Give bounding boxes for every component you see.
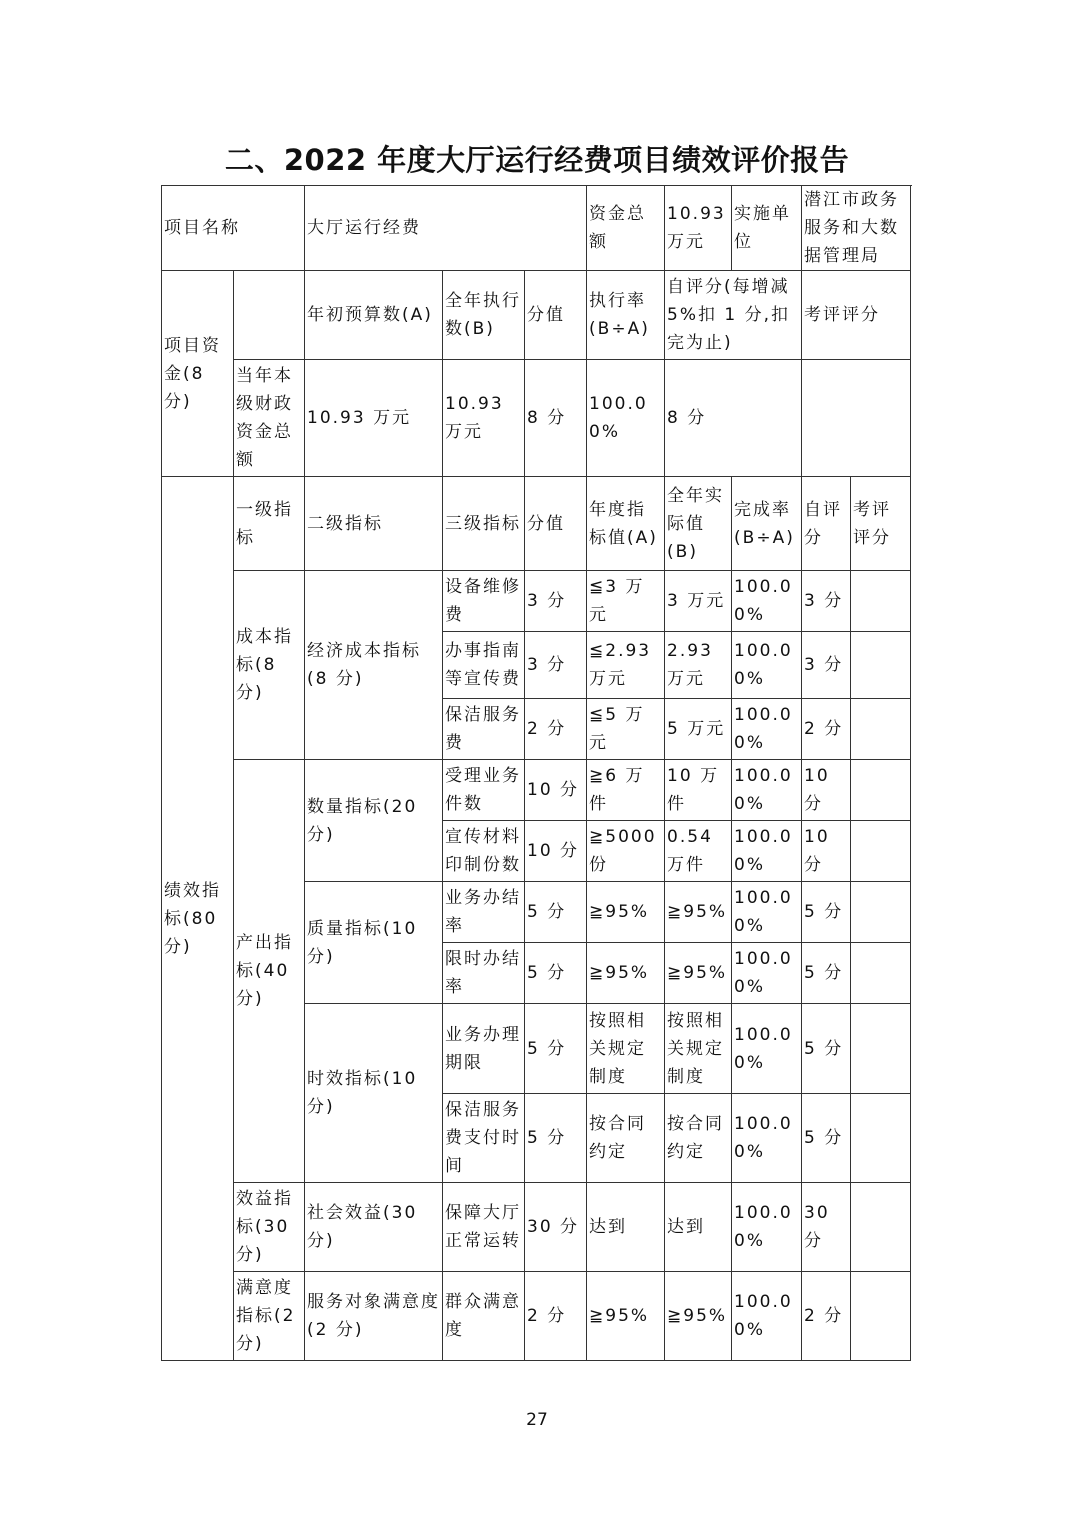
table-row	[162, 1183, 911, 1272]
indicator-review-score	[851, 1272, 911, 1361]
indicator-name: 业务办理期限	[443, 1004, 525, 1094]
indicator-review-score	[851, 632, 911, 699]
fund-total-value: 10.93 万元	[665, 186, 732, 271]
indicator-target: 按照相关规定制度	[587, 1004, 665, 1094]
indicator-name: 受理业务件数	[443, 760, 525, 821]
indicator-target: 按合同约定	[587, 1094, 665, 1183]
indicator-self-score: 5 分	[802, 1094, 851, 1183]
funds-review-score-header: 考评评分	[802, 271, 911, 360]
timeliness-subgroup-label: 时效指标(10 分)	[305, 1004, 443, 1183]
indicator-score: 5 分	[525, 882, 587, 943]
indicator-name: 限时办结率	[443, 943, 525, 1004]
perf-score-header: 分值	[525, 477, 587, 571]
indicator-rate: 100.00%	[732, 821, 802, 882]
indicator-review-score	[851, 1094, 911, 1183]
indicator-rate: 100.00%	[732, 1183, 802, 1272]
indicator-rate: 100.00%	[732, 1004, 802, 1094]
fund-total-label: 资金总额	[587, 186, 665, 271]
indicator-self-score: 2 分	[802, 1272, 851, 1361]
table-row	[162, 571, 911, 632]
indicator-actual: ≧95%	[665, 1272, 732, 1361]
level1-header: 一级指标	[234, 477, 305, 571]
indicator-score: 5 分	[525, 1004, 587, 1094]
indicator-actual: 达到	[665, 1183, 732, 1272]
indicator-actual: 2.93 万元	[665, 632, 732, 699]
exec-rate-header: 执行率(B÷A)	[587, 271, 665, 360]
indicator-self-score: 5 分	[802, 943, 851, 1004]
indicator-self-score: 10 分	[802, 821, 851, 882]
indicator-self-score: 30 分	[802, 1183, 851, 1272]
indicator-self-score: 3 分	[802, 632, 851, 699]
cost-group-label: 成本指标(8 分)	[234, 571, 305, 760]
indicator-score: 5 分	[525, 943, 587, 1004]
project-info-row	[162, 186, 911, 271]
indicator-name: 保障大厅正常运转	[443, 1183, 525, 1272]
perf-header-row	[162, 477, 911, 571]
exec-rate-value: 100.00%	[587, 360, 665, 477]
indicator-review-score	[851, 943, 911, 1004]
indicator-score: 3 分	[525, 571, 587, 632]
indicator-self-score: 2 分	[802, 699, 851, 760]
indicator-review-score	[851, 760, 911, 821]
page-title: 二、2022 年度大厅运行经费项目绩效评价报告	[224, 143, 850, 177]
indicator-rate: 100.00%	[732, 1272, 802, 1361]
satisfaction-group-label: 满意度指标(2 分)	[234, 1272, 305, 1361]
indicator-self-score: 3 分	[802, 571, 851, 632]
indicator-target: ≧6 万件	[587, 760, 665, 821]
quantity-subgroup-label: 数量指标(20 分)	[305, 760, 443, 882]
indicator-score: 2 分	[525, 1272, 587, 1361]
indicator-name: 设备维修费	[443, 571, 525, 632]
funds-value-row	[162, 360, 911, 477]
indicator-self-score: 5 分	[802, 882, 851, 943]
implementing-unit-label: 实施单位	[732, 186, 802, 271]
indicator-target: ≧95%	[587, 943, 665, 1004]
indicator-score: 10 分	[525, 760, 587, 821]
indicator-name: 宣传材料印制份数	[443, 821, 525, 882]
indicator-self-score: 10 分	[802, 760, 851, 821]
indicator-rate: 100.00%	[732, 571, 802, 632]
indicator-rate: 100.00%	[732, 760, 802, 821]
service-satisfaction-subgroup-label: 服务对象满意度(2 分)	[305, 1272, 443, 1361]
indicator-target: 达到	[587, 1183, 665, 1272]
indicator-name: 办事指南等宣传费	[443, 632, 525, 699]
funds-row-label: 当年本级财政资金总额	[234, 360, 305, 477]
budget-header: 年初预算数(A)	[305, 271, 443, 360]
funds-blank-cell	[234, 271, 305, 360]
indicator-review-score	[851, 699, 911, 760]
executed-header: 全年执行数(B)	[443, 271, 525, 360]
indicator-score: 5 分	[525, 1094, 587, 1183]
budget-value: 10.93 万元	[305, 360, 443, 477]
indicator-name: 群众满意度	[443, 1272, 525, 1361]
self-score-header: 自评分	[802, 477, 851, 571]
table-row	[162, 1272, 911, 1361]
indicator-actual: 5 万元	[665, 699, 732, 760]
target-header: 年度指标值(A)	[587, 477, 665, 571]
indicator-score: 30 分	[525, 1183, 587, 1272]
funds-header-row	[162, 271, 911, 360]
indicator-target: ≦3 万元	[587, 571, 665, 632]
indicator-review-score	[851, 821, 911, 882]
executed-value: 10.93 万元	[443, 360, 525, 477]
funds-self-score-value: 8 分	[665, 360, 802, 477]
indicator-rate: 100.00%	[732, 699, 802, 760]
econ-cost-subgroup-label: 经济成本指标(8 分)	[305, 571, 443, 760]
indicator-rate: 100.00%	[732, 1094, 802, 1183]
project-name-value: 大厅运行经费	[305, 186, 587, 271]
indicator-self-score: 5 分	[802, 1004, 851, 1094]
indicator-score: 2 分	[525, 699, 587, 760]
indicator-score: 3 分	[525, 632, 587, 699]
indicator-name: 保洁服务费支付时间	[443, 1094, 525, 1183]
indicator-actual: 0.54 万件	[665, 821, 732, 882]
actual-header: 全年实际值(B)	[665, 477, 732, 571]
funds-self-score-header: 自评分(每增减 5%扣 1 分,扣完为止)	[665, 271, 802, 360]
perf-section-label: 绩效指标(80 分)	[162, 477, 234, 1361]
evaluation-table	[161, 185, 911, 1361]
indicator-target: ≦2.93 万元	[587, 632, 665, 699]
indicator-actual: 10 万件	[665, 760, 732, 821]
implementing-unit-value: 潜江市政务服务和大数据管理局	[802, 186, 911, 271]
quality-subgroup-label: 质量指标(10 分)	[305, 882, 443, 1004]
completion-rate-header: 完成率(B÷A)	[732, 477, 802, 571]
social-subgroup-label: 社会效益(30 分)	[305, 1183, 443, 1272]
review-score-header: 考评评分	[851, 477, 911, 571]
indicator-name: 保洁服务费	[443, 699, 525, 760]
indicator-actual: ≧95%	[665, 882, 732, 943]
indicator-review-score	[851, 1183, 911, 1272]
funds-review-score-value	[802, 360, 911, 477]
indicator-score: 10 分	[525, 821, 587, 882]
output-group-label: 产出指标(40 分)	[234, 760, 305, 1183]
indicator-rate: 100.00%	[732, 882, 802, 943]
indicator-target: ≦5 万元	[587, 699, 665, 760]
indicator-actual: 3 万元	[665, 571, 732, 632]
indicator-rate: 100.00%	[732, 632, 802, 699]
level2-header: 二级指标	[305, 477, 443, 571]
indicator-actual: 按照相关规定制度	[665, 1004, 732, 1094]
indicator-target: ≧95%	[587, 1272, 665, 1361]
indicator-target: ≧5000 份	[587, 821, 665, 882]
project-name-label: 项目名称	[162, 186, 305, 271]
benefit-group-label: 效益指标(30 分)	[234, 1183, 305, 1272]
indicator-actual: ≧95%	[665, 943, 732, 1004]
indicator-rate: 100.00%	[732, 943, 802, 1004]
indicator-review-score	[851, 571, 911, 632]
indicator-target: ≧95%	[587, 882, 665, 943]
indicator-name: 业务办结率	[443, 882, 525, 943]
level3-header: 三级指标	[443, 477, 525, 571]
indicator-review-score	[851, 882, 911, 943]
table-row	[162, 760, 911, 821]
funds-score-value: 8 分	[525, 360, 587, 477]
indicator-actual: 按合同约定	[665, 1094, 732, 1183]
funds-section-label: 项目资金(8 分)	[162, 271, 234, 477]
page-number: 27	[526, 1410, 548, 1430]
indicator-review-score	[851, 1004, 911, 1094]
funds-score-header: 分值	[525, 271, 587, 360]
